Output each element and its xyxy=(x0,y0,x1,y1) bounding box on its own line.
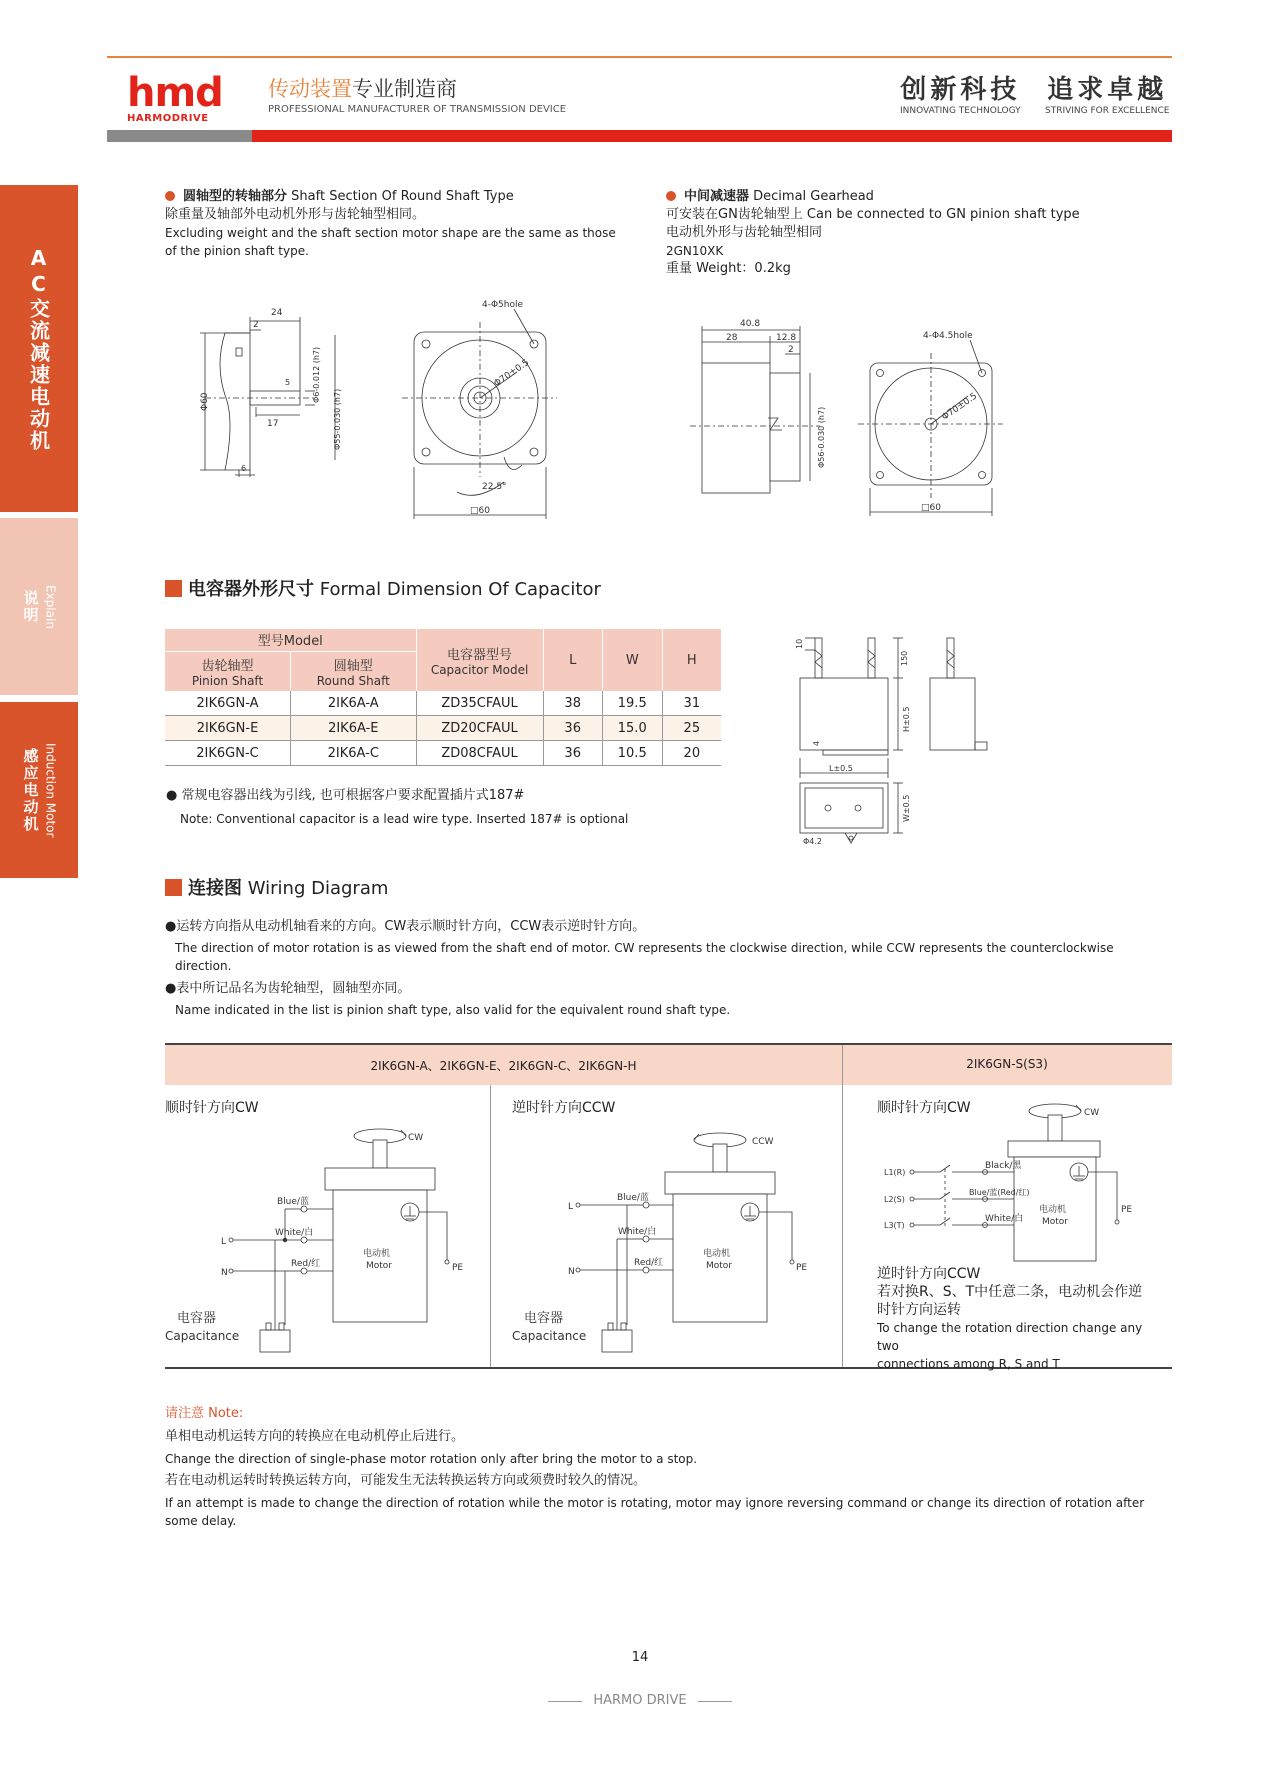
wiring-col1-header: 2IK6GN-A、2IK6GN-E、2IK6GN-C、2IK6GN-H xyxy=(370,1059,637,1073)
th-H: H xyxy=(662,629,721,691)
cell-cap: ZD08CFAUL xyxy=(416,741,543,766)
panel3-ccw-text xyxy=(877,1265,1167,1373)
th-model: 型号Model xyxy=(165,629,416,651)
cell-L: 36 xyxy=(543,741,602,766)
round-shaft-title-zh: 圆轴型的转轴部分 xyxy=(183,189,288,204)
tagline-zh-a: 传动装置 xyxy=(268,77,352,101)
label-ccw: CCW xyxy=(752,1137,774,1147)
label-motor-zh: 电动机 xyxy=(703,1249,731,1259)
dim-40-8: 40.8 xyxy=(740,319,761,329)
th-W: W xyxy=(602,629,662,691)
cell-round: 2IK6A-C xyxy=(291,741,417,766)
slogan-innovating xyxy=(900,74,1021,116)
dim-h: H±0.5 xyxy=(902,706,911,732)
wiring-title-en: Wiring Diagram xyxy=(247,878,389,899)
capacitor-title-zh: 电容器外形尺寸 xyxy=(188,579,314,600)
dim-10: 10 xyxy=(795,638,804,649)
slogan1-en: INNOVATING TECHNOLOGY xyxy=(900,106,1021,116)
label-N: N xyxy=(568,1267,575,1277)
cell-L: 38 xyxy=(543,691,602,716)
th-pinion-zh: 齿轮轴型 xyxy=(201,658,254,674)
label-motor-zh: 电动机 xyxy=(363,1249,391,1259)
sidebar-tab-explain[interactable] xyxy=(0,518,78,695)
label-N: N xyxy=(221,1268,228,1278)
footer-line-left xyxy=(548,1701,582,1702)
label-cap-zh: 电容器 xyxy=(177,1311,217,1326)
panel3-zh2: 时针方向运转 xyxy=(877,1302,961,1318)
wiring-col2-header: 2IK6GN-S(S3) xyxy=(966,1057,1048,1071)
dim-sq60: □60 xyxy=(470,506,490,516)
label-red: Red/红 xyxy=(634,1258,664,1268)
dim-phi60: Φ60 xyxy=(200,392,210,411)
th-L: L xyxy=(543,629,602,691)
header-top-line xyxy=(107,56,1172,58)
header-grey-bar xyxy=(107,130,252,142)
page-number: 14 xyxy=(631,1650,649,1665)
wiring-divider-1 xyxy=(490,1085,491,1367)
header-red-bar xyxy=(252,130,1172,142)
round-shaft-side-drawing xyxy=(195,295,380,480)
gearhead-line2: 电动机外形与齿轮轴型相同 xyxy=(666,225,823,240)
note-label: 请注意 Note: xyxy=(165,1406,244,1421)
dim-4-phi4-5-hole: 4-Φ4.5hole xyxy=(923,331,973,341)
panel3-title: 顺时针方向CW xyxy=(877,1100,971,1116)
wiring-notes: ●运转方向指从电动机轴看来的方向。CW表示顺时针方向，CCW表示逆时针方向。 The direction of motor rotation is as viewed from the shaft end of motor. CW represents the clockwise direction, while CCW represents the counterclockwise direction. ●表中所记品名为齿轮轴型，圆轴型亦同。 Name indicated in the list is pinion shaft type, also valid for the equivalent round shaft type. xyxy=(165,918,1165,1019)
cell-H: 31 xyxy=(662,691,721,716)
label-PE: PE xyxy=(796,1263,808,1273)
cell-round: 2IK6A-A xyxy=(291,691,417,716)
round-shaft-title-en: Shaft Section Of Round Shaft Type xyxy=(291,189,514,204)
logo-mark: hmd xyxy=(127,70,223,116)
slogan-striving xyxy=(1045,74,1169,116)
title-square xyxy=(165,580,182,597)
wiring-diagram-ccw xyxy=(512,1120,832,1360)
bullet-dot xyxy=(666,191,676,201)
dim-2b: 2 xyxy=(788,345,794,355)
panel3-zh1: 若对换R、S、T中任意二条，电动机会作逆 xyxy=(877,1284,1143,1300)
label-white: White/白 xyxy=(618,1227,657,1237)
gearhead-front-drawing xyxy=(858,328,1008,518)
capacitor-title-en: Formal Dimension Of Capacitor xyxy=(319,579,601,600)
dim-2: 2 xyxy=(253,320,259,330)
dim-phi70-b: Φ70±0.5 xyxy=(940,391,980,423)
th-cap-zh: 电容器型号 xyxy=(447,647,513,663)
capacitor-section-title xyxy=(165,575,601,601)
label-blue: Blue/蓝 xyxy=(617,1193,649,1203)
sidebar-tab-ac-motor[interactable] xyxy=(0,185,78,512)
label-L: L xyxy=(221,1237,227,1247)
gearhead-line1: 可安装在GN齿轮轴型上 Can be connected to GN pinion shaft type xyxy=(666,207,1080,222)
dim-4: 4 xyxy=(812,740,821,746)
label-l1: L1(R) xyxy=(884,1168,906,1177)
label-PE: PE xyxy=(452,1263,464,1273)
dim-6: 6 xyxy=(241,464,247,473)
sidebar-tab-explain-en: Explain xyxy=(43,584,58,629)
dim-17: 17 xyxy=(267,419,279,429)
note-block xyxy=(165,1404,1165,1530)
label-cw: CW xyxy=(408,1133,424,1143)
dim-28: 28 xyxy=(726,333,738,343)
th-pinion-en: Pinion Shaft xyxy=(191,673,264,688)
gearhead-side-drawing xyxy=(690,318,830,503)
label-l2: L2(S) xyxy=(884,1195,905,1204)
label-L: L xyxy=(568,1202,574,1212)
cell-round: 2IK6A-E xyxy=(291,716,417,741)
bullet-dot xyxy=(165,191,175,201)
capacitor-note: ● 常规电容器出线为引线, 也可根据客户要求配置插片式187# Note: Conventional capacitor is a lead wire type. Inserted 187# is optional xyxy=(166,788,629,826)
label-motor-zh-3p: 电动机 xyxy=(1039,1205,1067,1215)
wiring-b1-en: The direction of motor rotation is as viewed from the shaft end of motor. CW represents the clockwise direction, while CCW represents the counterclockwise direction. xyxy=(175,941,1114,973)
round-shaft-text xyxy=(165,188,645,260)
th-round xyxy=(291,651,417,691)
gearhead-line3: 2GN10XK xyxy=(666,244,724,258)
label-cap-zh: 电容器 xyxy=(524,1311,564,1326)
wiring-b1-zh: 运转方向指从电动机轴看来的方向。CW表示顺时针方向，CCW表示逆时针方向。 xyxy=(176,919,646,934)
wiring-divider-2 xyxy=(842,1045,843,1367)
wiring-diagram-cw xyxy=(165,1120,485,1360)
dim-phi70: Φ70±0.5 xyxy=(492,357,532,390)
label-black: Black/黑 xyxy=(985,1161,1022,1171)
sidebar-tab-induction[interactable] xyxy=(0,702,78,878)
th-capacitor-model xyxy=(416,629,543,691)
cell-cap: ZD35CFAUL xyxy=(416,691,543,716)
label-white: White/白 xyxy=(275,1228,314,1238)
note-l1-en: Change the direction of single-phase motor rotation only after bring the motor to a stop. xyxy=(165,1452,698,1466)
dim-4-phi5-hole: 4-Φ5hole xyxy=(482,300,524,310)
table-row xyxy=(165,691,721,716)
label-motor-en-3p: Motor xyxy=(1042,1217,1069,1227)
gearhead-title-en: Decimal Gearhead xyxy=(753,189,874,204)
label-l3: L3(T) xyxy=(884,1221,905,1230)
th-pinion xyxy=(165,651,291,691)
footer-brand: HARMO DRIVE xyxy=(593,1693,687,1708)
dim-22-5: 22.5° xyxy=(482,482,507,492)
footer-line-right xyxy=(698,1701,732,1702)
label-cw-3p: CW xyxy=(1084,1108,1100,1118)
dim-phi56: Φ56-0.030 (h7) xyxy=(817,406,826,468)
title-square xyxy=(165,879,182,896)
header-tagline xyxy=(268,76,566,115)
sidebar-tab-induction-zh: 感应电动机 xyxy=(21,747,40,833)
note-l1-zh: 单相电动机运转方向的转换应在电动机停止后进行。 xyxy=(165,1429,465,1444)
label-blue-red: Blue/蓝(Red/红) xyxy=(969,1188,1030,1197)
round-shaft-desc-en1: Excluding weight and the shaft section motor shape are the same as those xyxy=(165,226,616,240)
sidebar-tab-explain-zh: 说明 xyxy=(21,589,40,624)
dim-sq60-b: □60 xyxy=(921,503,941,513)
panel3-en1: To change the rotation direction change any two xyxy=(877,1321,1143,1353)
cell-pinion: 2IK6GN-C xyxy=(165,741,291,766)
cell-pinion: 2IK6GN-E xyxy=(165,716,291,741)
slogan2-zh: 追求卓越 xyxy=(1047,75,1168,105)
cell-cap: ZD20CFAUL xyxy=(416,716,543,741)
panel2-title: 逆时针方向CCW xyxy=(512,1100,616,1116)
sidebar-tab-induction-en: Induction Motor xyxy=(43,742,58,838)
wiring-title-zh: 连接图 xyxy=(188,878,242,899)
tagline-zh-b: 专业制造商 xyxy=(352,77,457,101)
label-cap-en: Capacitance xyxy=(165,1329,240,1343)
round-shaft-desc-en2: of the pinion shaft type. xyxy=(165,244,309,258)
dim-24: 24 xyxy=(271,308,283,318)
tagline-en: PROFESSIONAL MANUFACTURER OF TRANSMISSION DEVICE xyxy=(268,104,567,115)
panel3-ccw-title: 逆时针方向CCW xyxy=(877,1266,981,1282)
label-PE-3p: PE xyxy=(1121,1205,1133,1215)
wiring-b2-zh: 表中所记品名为齿轮轴型，圆轴型亦同。 xyxy=(176,981,411,996)
capacitor-note-en: Note: Conventional capacitor is a lead wire type. Inserted 187# is optional xyxy=(180,812,629,826)
logo-subtext: HARMODRIVE xyxy=(127,113,209,124)
slogan1-zh: 创新科技 xyxy=(900,75,1021,105)
label-white-3p: White/白 xyxy=(985,1214,1024,1224)
panel1-title: 顺时针方向CW xyxy=(165,1100,259,1116)
dim-12-8: 12.8 xyxy=(776,333,797,343)
cell-pinion: 2IK6GN-A xyxy=(165,691,291,716)
gearhead-text xyxy=(666,188,1146,278)
gearhead-title-zh: 中间减速器 xyxy=(684,189,750,204)
capacitor-table xyxy=(165,629,721,766)
gearhead-line4: 重量 Weight：0.2kg xyxy=(666,261,791,276)
cell-H: 25 xyxy=(662,716,721,741)
round-shaft-front-drawing xyxy=(402,297,562,522)
label-blue: Blue/蓝 xyxy=(277,1197,309,1207)
label-red: Red/红 xyxy=(291,1259,321,1269)
dim-phi6: Φ6-0.012 (h7) xyxy=(312,346,321,403)
wiring-diagram-3phase xyxy=(870,1097,1170,1267)
panel3-en2: connections among R, S and T xyxy=(877,1357,1060,1371)
wiring-b2-en: Name indicated in the list is pinion shaft type, also valid for the equivalent round shaft type. xyxy=(175,1003,731,1017)
capacitor-drawing xyxy=(785,628,1005,853)
label-motor-en: Motor xyxy=(706,1261,733,1271)
dim-phi4-2: Φ4.2 xyxy=(803,837,823,846)
dim-150: 150 xyxy=(900,650,909,666)
dim-5: 5 xyxy=(285,378,291,387)
label-cap-en: Capacitance xyxy=(512,1329,587,1343)
note-l2-en: If an attempt is made to change the direction of rotation while the motor is rotating, motor may ignore reversing command or change its direction of rotation after some delay. xyxy=(165,1496,1145,1528)
cell-W: 15.0 xyxy=(602,716,662,741)
th-round-zh: 圆轴型 xyxy=(333,658,373,674)
slogan2-en: STRIVING FOR EXCELLENCE xyxy=(1045,106,1170,116)
cell-W: 10.5 xyxy=(602,741,662,766)
cell-H: 20 xyxy=(662,741,721,766)
dim-phi55: Φ55-0.030 (h7) xyxy=(333,388,342,450)
capacitor-note-zh: 常规电容器出线为引线, 也可根据客户要求配置插片式187# xyxy=(181,788,525,803)
capacitor-table-wrapper xyxy=(165,629,721,766)
wiring-section-title xyxy=(165,874,388,900)
company-logo xyxy=(127,70,233,124)
th-round-en: Round Shaft xyxy=(316,673,390,688)
dim-l: L±0.5 xyxy=(829,764,853,773)
th-cap-en: Capacitor Model xyxy=(430,662,529,677)
table-row xyxy=(165,716,721,741)
dim-w: W±0.5 xyxy=(902,794,911,822)
label-motor-en: Motor xyxy=(366,1261,393,1271)
table-row xyxy=(165,741,721,766)
note-l2-zh: 若在电动机运转时转换运转方向，可能发生无法转换运转方向或须费时较久的情况。 xyxy=(165,1473,647,1488)
cell-W: 19.5 xyxy=(602,691,662,716)
cell-L: 36 xyxy=(543,716,602,741)
sidebar-tab-ac-label: AC交流减速电动机 xyxy=(26,245,51,452)
round-shaft-desc-zh: 除重量及轴部外电动机外形与齿轮轴型相同。 xyxy=(165,207,426,222)
